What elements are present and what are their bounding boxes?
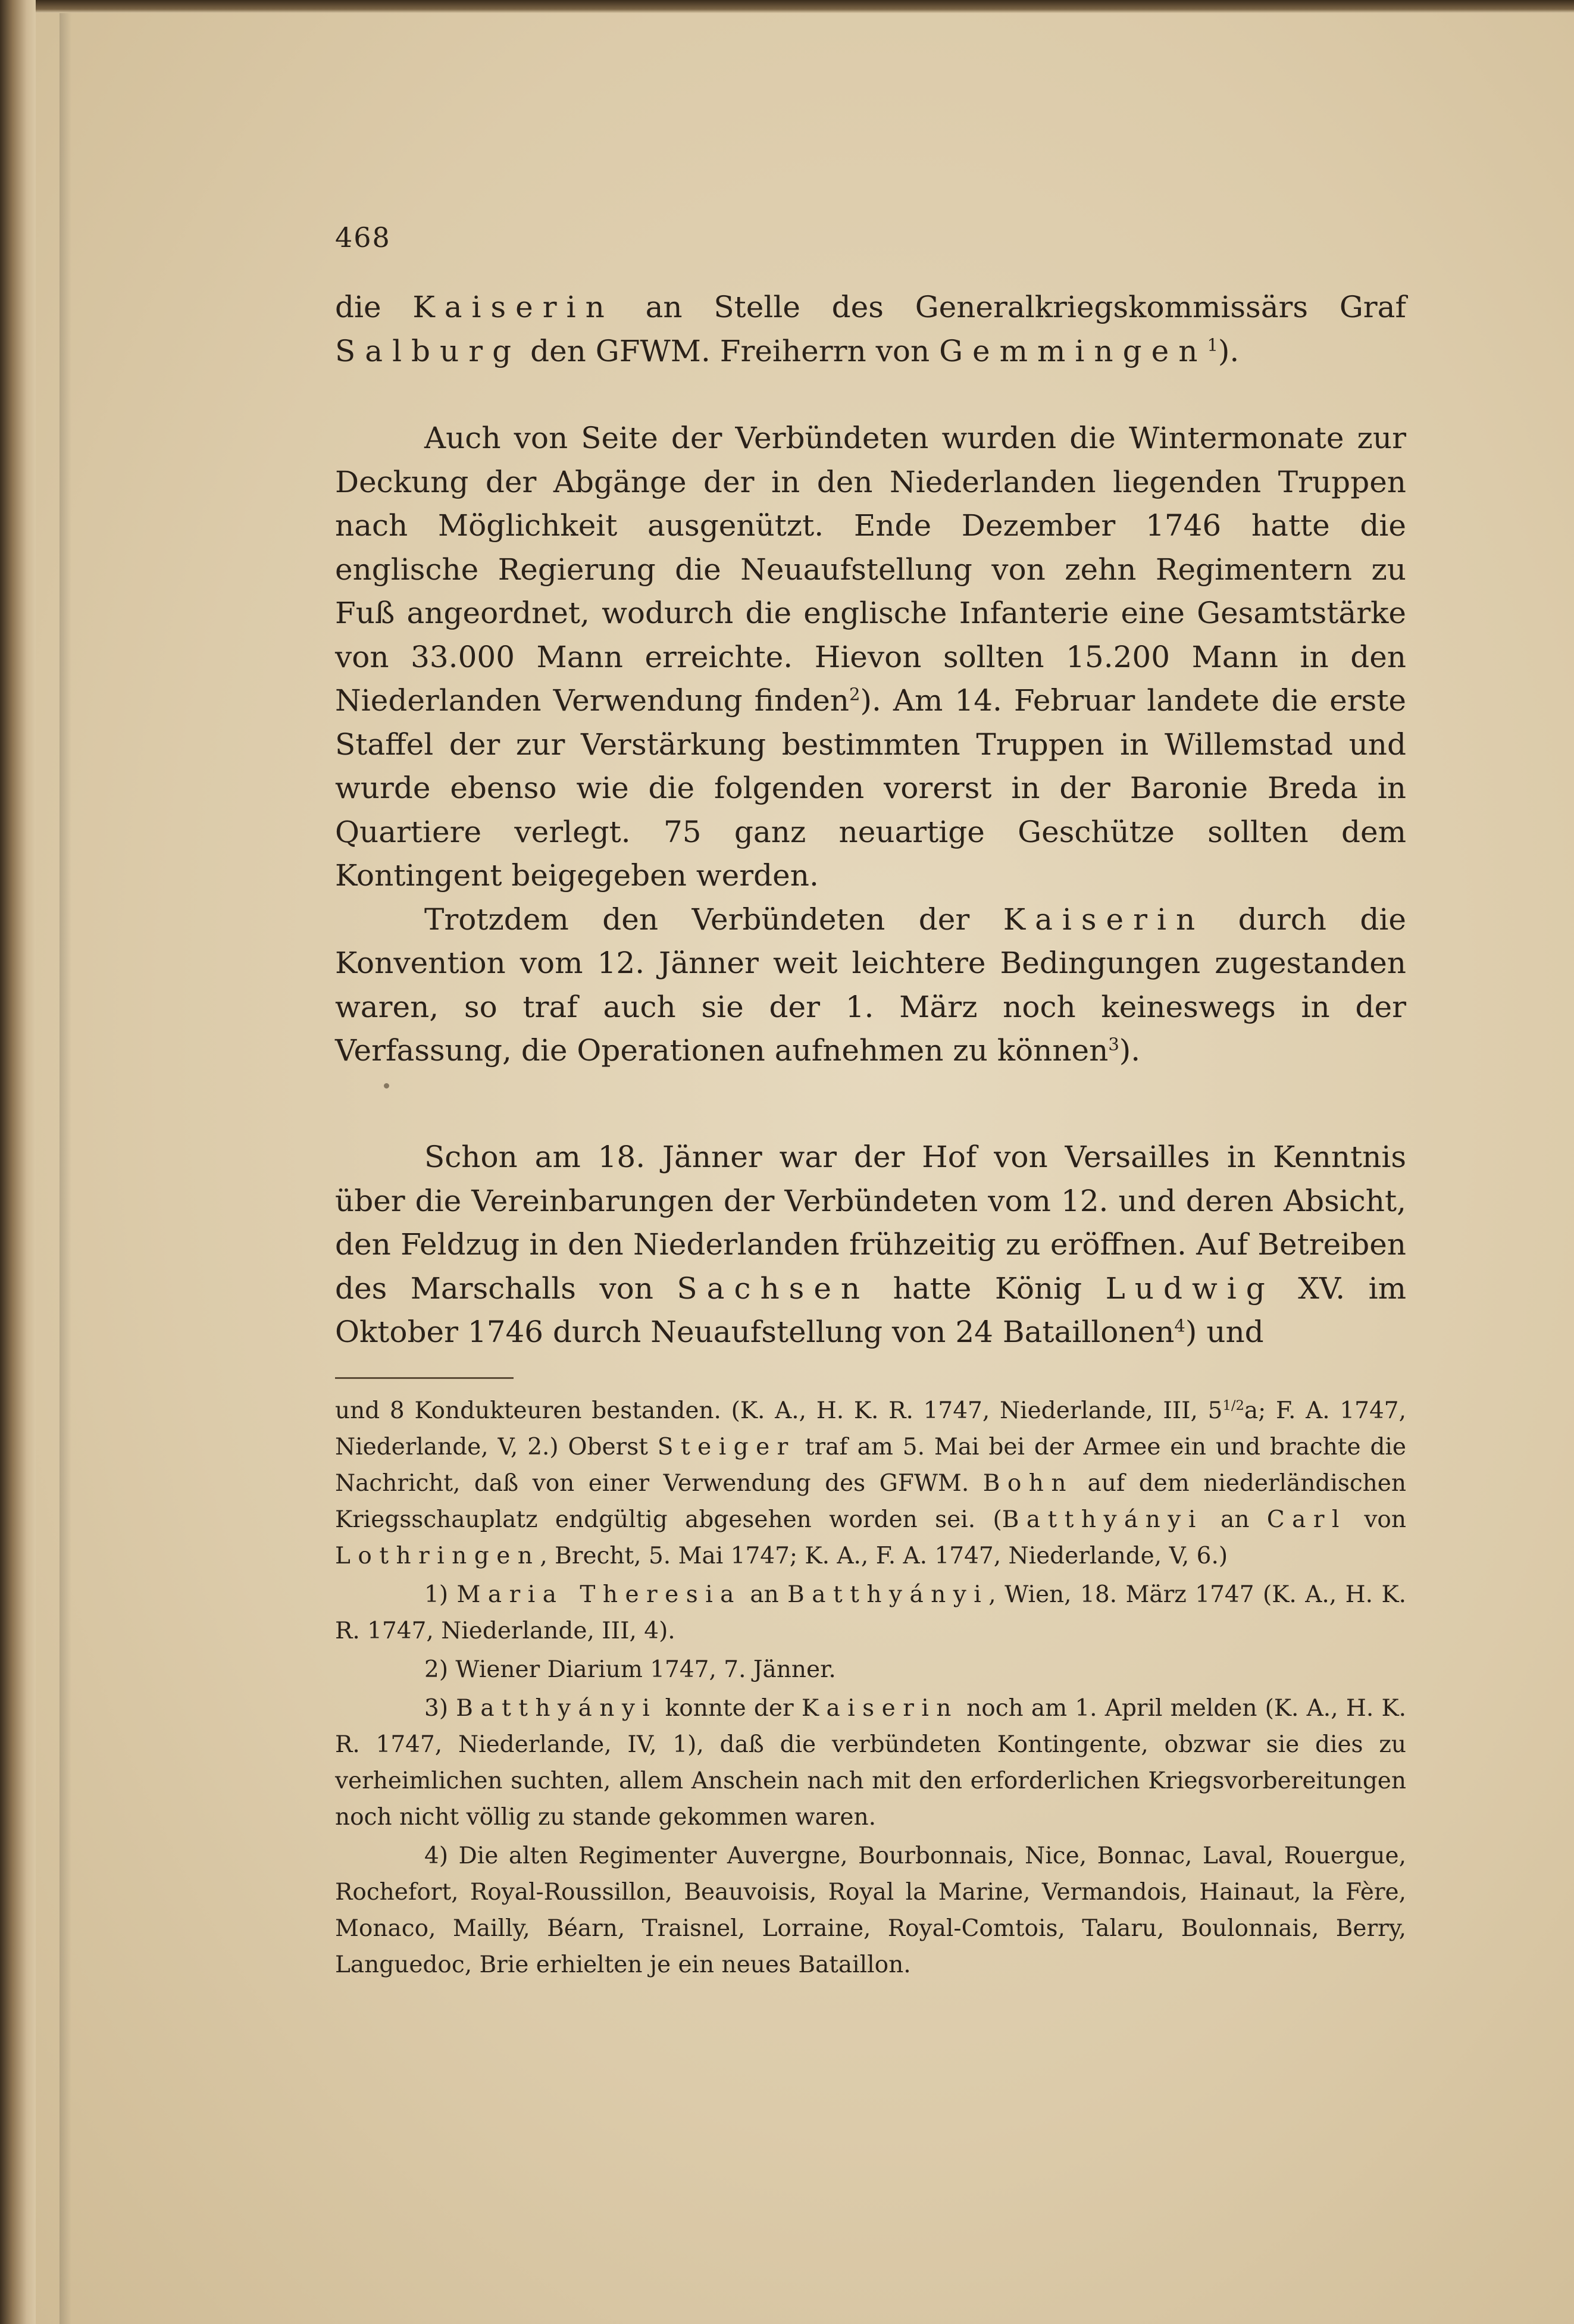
- footnote-ref-4: 4: [1174, 1315, 1185, 1336]
- spaced-name-steiger: Steiger: [657, 1434, 796, 1460]
- paragraph-versailles: [335, 1136, 1406, 1355]
- text-run: ).: [1218, 333, 1240, 368]
- paragraph-allied-reinforcements: [335, 417, 1406, 898]
- text-run: an: [741, 1581, 788, 1608]
- spaced-name-sachsen: Sachsen: [677, 1271, 870, 1306]
- paragraph-convention: [335, 898, 1406, 1073]
- spaced-name-ludwig: Ludwig: [1105, 1271, 1275, 1306]
- spaced-name-lothringen: Lothringen: [335, 1543, 540, 1569]
- text-run: Wiener Diarium 1747, 7. Jänner.: [448, 1656, 836, 1683]
- page-fold-shadow: [60, 13, 71, 2324]
- fraction: 1/2: [1222, 1398, 1244, 1413]
- spaced-name-kaiserin: Kaiserin: [1003, 902, 1205, 937]
- text-run: , Wien, 18. März 1747 (K. A., H. K. R. 1747, Niederlande, III, 4).: [335, 1581, 1406, 1644]
- opening-continuation: [335, 286, 1406, 373]
- text-run: ) und: [1185, 1315, 1264, 1349]
- text-run: traf am 5. Mai bei der Armee ein und brachte die Nachricht, daß von einer Verwendung des GFWM.: [335, 1434, 1406, 1497]
- footnote-ref-2: 2: [849, 684, 860, 705]
- spaced-name-batthyanyi: Batthyányi: [456, 1695, 658, 1722]
- spaced-name-batthyanyi: Batthyányi: [787, 1581, 989, 1608]
- text-run: noch am 1. April melden (K. A., H. K. R. 1747, Niederlande, IV, 1), daß die verbündeten Kontingente, obzwar sie dies zu verheimlichen suchten, allem Anschein nach mit den erforderlichen Kriegsvorbereitungen noch nicht völlig zu stande gekommen waren.: [335, 1695, 1406, 1831]
- footnote-2: [335, 1651, 1406, 1688]
- text-run: auf dem niederländischen Kriegsschauplatz endgültig abgesehen worden sei. (: [335, 1470, 1407, 1533]
- text-run: hatte König: [869, 1271, 1106, 1306]
- text-run: , Brecht, 5. Mai 1747; K. A., F. A. 1747, Niederlande, V, 6.): [540, 1543, 1228, 1569]
- spaced-name-bohn: Bohn: [982, 1470, 1074, 1497]
- text-run: Auch von Seite der Verbündeten wurden die Wintermonate zur Deckung der Abgänge der in den Niederlanden liegenden Truppen nach Möglichkeit ausgenützt. Ende Dezember 1746 hatte die englische Regierung die Neuaufstellung von zehn Regimentern zu Fuß angeordnet, wodurch die englische Infanterie eine Gesamtstärke von 33.000 Mann erreichte. Hievon sollten 15.200 Mann in den Niederlanden Verwendung finden: [335, 421, 1406, 718]
- text-run: von: [1347, 1506, 1406, 1533]
- book-spine-edge: [0, 0, 36, 2324]
- footnote-divider: [335, 1377, 514, 1379]
- footnote-ref-1: 1: [1207, 334, 1218, 355]
- text-run: durch die Konvention vom 12. Jänner weit leichtere Bedingungen zugestanden waren, so traf auch sie der 1. März noch keineswegs in der Verfassung, die Operationen aufnehmen zu können: [335, 902, 1406, 1068]
- footnote-3: [335, 1690, 1406, 1835]
- footnote-marker: 2): [424, 1656, 449, 1683]
- footnote-ref-3: 3: [1108, 1034, 1119, 1055]
- footnote-1: [335, 1577, 1406, 1649]
- text-run: den GFWM. Freiherrn von: [521, 333, 940, 368]
- text-run: Trotzdem den Verbündeten der: [424, 902, 1003, 937]
- text-run: Schon am 18. Jänner war der Hof von Versailles in Kenntnis über die Vereinbarungen der Verbündeten vom 12. und deren Absicht, den Feldzug in den Niederlanden frühzeitig zu eröffnen. Auf Betreiben des Marschalls von: [335, 1140, 1406, 1306]
- text-run: Die alten Regimenter Auvergne, Bourbonnais, Nice, Bonnac, Laval, Rouergue, Rochefort, Royal-Roussillon, Beauvoisis, Royal la Marine, Vermandois, Hainaut, la Fère, Monaco, Mailly, Béarn, Traisnel, Lorraine, Royal-Comtois, Talaru, Boulonnais, Berry, Languedoc, Brie erhielten je ein neues Bataillon.: [335, 1843, 1406, 1978]
- spaced-name-gemmingen: Gemmingen: [939, 333, 1207, 368]
- section-allies: [335, 417, 1406, 1073]
- footnote-marker: 3): [424, 1695, 449, 1722]
- text-run: ).: [1119, 1033, 1141, 1068]
- text-run: an: [1203, 1506, 1267, 1533]
- scan-top-edge: [0, 0, 1574, 13]
- opening-paragraph: [335, 286, 1406, 373]
- footnote-marker: 4): [424, 1843, 449, 1869]
- section-versailles: [335, 1136, 1406, 1355]
- footnotes: [335, 1393, 1406, 1983]
- spaced-name-salburg: Salburg: [335, 333, 521, 368]
- ink-speck: [384, 1083, 389, 1089]
- text-run: ). Am 14. Februar landete die erste Staffel der zur Verstärkung bestimmten Truppen in Willemstad und wurde ebenso wie die folgenden vorerst in der Baronie Breda in Quartiere verlegt. 75 ganz neuartige Geschütze sollten dem Kontingent beigegeben werden.: [335, 683, 1406, 893]
- text-run: die: [335, 290, 413, 324]
- spaced-name-carl: Carl: [1266, 1506, 1347, 1533]
- spaced-name-kaiserin: Kaiserin: [801, 1695, 959, 1722]
- spaced-name-kaiserin: Kaiserin: [412, 290, 614, 324]
- text-run: und 8 Kondukteuren bestanden. (K. A., H. K. R. 1747, Niederlande, III, 5: [335, 1397, 1223, 1424]
- text-run: a; F. A. 1747, Niederlande, V, 2.) Oberst: [335, 1397, 1406, 1460]
- page-number: 468: [335, 221, 391, 254]
- footnote-continuation: [335, 1393, 1406, 1574]
- spaced-name-maria-theresia: Maria Theresia: [456, 1581, 741, 1608]
- text-run: konnte der: [657, 1695, 802, 1722]
- footnote-marker: 1): [424, 1581, 449, 1608]
- spaced-name-batthyanyi: Batthyányi: [1002, 1506, 1203, 1533]
- text-run: an Stelle des Generalkriegskommissärs Graf: [614, 290, 1406, 324]
- text-run: XV. im Oktober 1746 durch Neuaufstellung von 24 Bataillonen: [335, 1271, 1406, 1349]
- footnote-4: [335, 1838, 1406, 1983]
